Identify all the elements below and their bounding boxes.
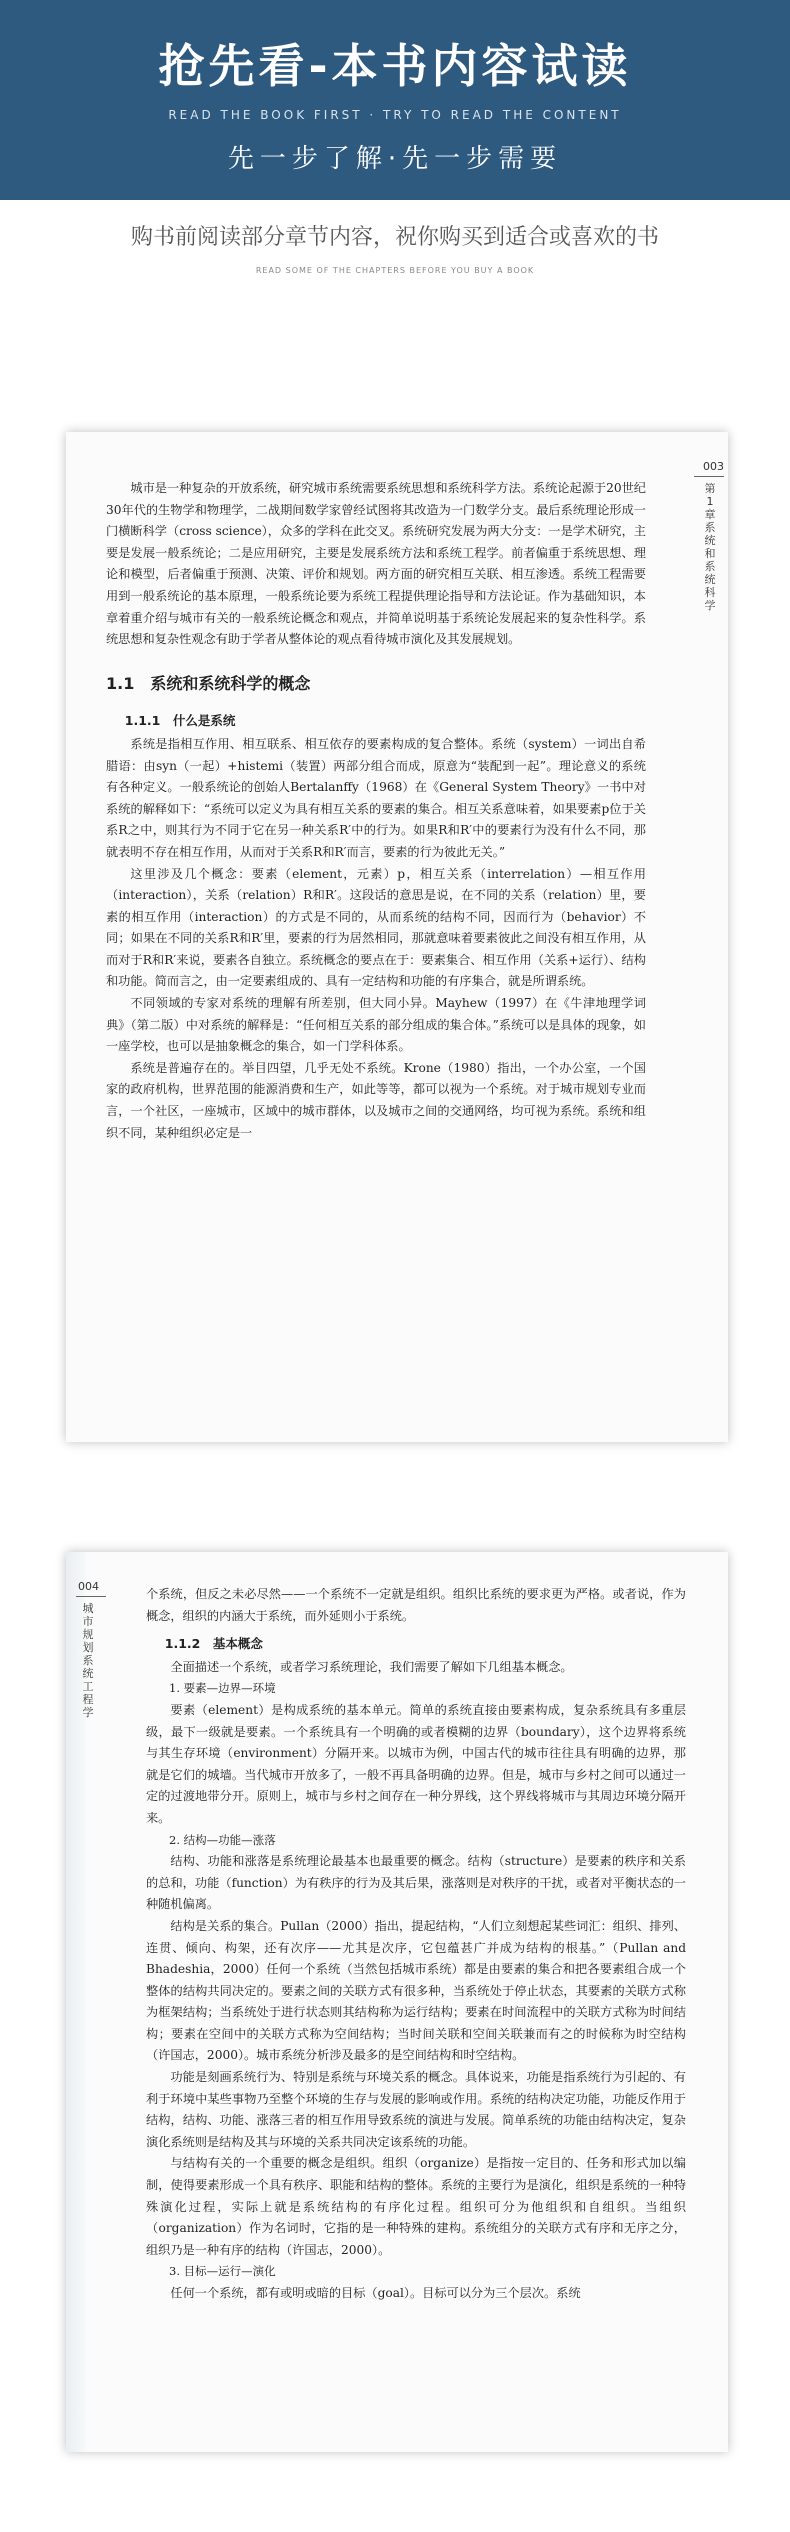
banner-title: 抢先看-本书内容试读 [158,39,632,93]
paragraph: 个系统，但反之未必尽然——一个系统不一定就是组织。组织比系统的要求更为严格。或者说，作为概念，组织的内涵大于系统，而外延则小于系统。 [146,1587,686,1623]
paragraph: 与结构有关的一个重要的概念是组织。组织（organize）是指按一定目的、任务和形式加以编制，使得要素形成一个具有秩序、职能和结构的整体。系统的主要行为是演化，组织是系统的一种特殊演化过程，实际上就是系统结构的有序化过程。组织可分为他组织和自组织。当组织（organization）作为名词时，它指的是一种特殊的建构。系统组分的关联方式有序和无序之分，组织乃是一种有序的结构（许国志，2000）。 [146,2156,686,2257]
paragraph: 不同领域的专家对系统的理解有所差别，但大同小异。Mayhew（1997）在《牛津地理学词典》（第二版）中对系统的解释是：“任何相互关系的部分组成的集合体。”系统可以是具体的现象，如一座学校，也可以是抽象概念的集合，如一门学科体系。 [106,996,646,1054]
banner-tagline: 先一步了解·先一步需要 [227,144,563,174]
banner-subtitle: READ THE BOOK FIRST · TRY TO READ THE CONTENT [168,108,622,122]
chapter-side-label: 城市规划系统工程学 [82,1602,94,1719]
paragraph: 结构、功能和涨落是系统理论最基本也最重要的概念。结构（structure）是要素的秩序和关系的总和，功能（function）为有秩序的行为及其后果，涨落则是对秩序的干扰，或者对平衡状态的一种随机偏离。 [146,1854,686,1912]
paragraph: 系统是普遍存在的。举目四望，几乎无处不系统。Krone（1980）指出，一个办公室，一个国家的政府机构，世界范围的能源消费和生产，如此等等，都可以视为一个系统。对于城市规划专业而言，一个社区，一座城市，区域中的城市群体，以及城市之间的交通网络，均可视为系统。系统和组织不同，某种组织必定是一 [106,1060,646,1140]
page-body [146,1584,686,2305]
page-number: 004 [78,1580,99,1593]
header-rule [76,1596,106,1597]
subsection-heading: 1.1.1 什么是系统 [124,713,236,729]
subsection-heading: 1.1.2 基本概念 [164,1636,263,1652]
header-rule [694,476,724,477]
paragraph: 城市是一种复杂的开放系统，研究城市系统需要系统思想和系统科学方法。系统论起源于20世纪30年代的生物学和物理学，二战期间数学家曾经试图将其改造为一门数学分支。最后系统理论形成一门横断科学（cross science），众多的学科在此交叉。系统研究发展为两大分支：一是学术研究，主要是发展一般系统论；二是应用研究，主要是发展系统方法和系统工程学。前者偏重于系统思想、理论和模型，后者偏重于预测、决策、评价和规划。两方面的研究相互关联、相互渗透。系统工程需要用到一般系统论的基本原理，一般系统论要为系统工程提供理论指导和方法论证。作为基础知识，本章着重介绍与城市有关的一般系统论概念和观点，并简单说明基于系统论发展起来的复杂性科学。系统思想和复杂性观念有助于学者从整体论的观点看待城市演化及其发展规划。 [106,481,646,647]
paragraph: 结构是关系的集合。Pullan（2000）指出，提起结构，“人们立刻想起某些词汇：组织、排列、连贯、倾向、构架，还有次序——尤其是次序，它包蕴甚广并成为结构的根基。”（Pullan and Bhadeshia，2000）任何一个系统（当然包括城市系统）都是由要素的集合和把各要素组合成一个整体的结构共同决定的。要素之间的关联方式有很多种，当系统处于停止状态，其要素的关联方式称为框架结构；当系统处于进行状态则其结构称为运行结构；要素在时间流程中的关联方式称为时间结构；要素在空间中的关联方式称为空间结构；当时间关联和空间关联兼而有之的时候称为时空结构（许国志，2000）。城市系统分析涉及最多的是空间结构和时空结构。 [146,1918,686,2063]
intro-text: 购书前阅读部分章节内容，祝你购买到适合或喜欢的书 [130,225,659,250]
item-heading: 2. 结构—功能—涨落 [169,1832,276,1847]
paragraph: 要素（element）是构成系统的基本单元。简单的系统直接由要素构成，复杂系统具有多重层级，最下一级就是要素。一个系统具有一个明确的或者模糊的边界（boundary），这个边界将系统与其生存环境（environment）分隔开来。以城市为例，中国古代的城市往往具有明确的边界，那就是它们的城墙。当代城市开放多了，一般不再具备明确的边界。但是，城市与乡村之间可以通过一定的过渡地带分开。原则上，城市与乡村之间存在一种分界线，这个界线将城市与其周边环境分隔开来。 [146,1702,686,1825]
paragraph: 任何一个系统，都有或明或暗的目标（goal）。目标可以分为三个层次。系统 [170,2286,581,2300]
chapter-side-label: 第1章 系统和系统科学 [704,482,716,612]
paragraph: 功能是刻画系统行为、特别是系统与环境关系的概念。具体说来，功能是指系统行为引起的、有利于环境中某些事物乃至整个环境的生存与发展的影响或作用。系统的结构决定功能，功能反作用于结构，结构、功能、涨落三者的相互作用导致系统的演进与发展。简单系统的功能由结构决定，复杂演化系统则是结构及其与环境的关系共同决定该系统的功能。 [146,2070,686,2149]
intro-text-en: READ SOME OF THE CHAPTERS BEFORE YOU BUY A BOOK [255,266,535,275]
section-heading: 1.1 系统和系统科学的概念 [106,673,311,693]
book-page-004 [66,1552,728,2452]
book-page-003 [66,432,728,1442]
paragraph: 系统是指相互作用、相互联系、相互依存的要素构成的复合整体。系统（system）一词出自希腊语：由syn（一起）+histemi（装置）两部分组合而成，原意为“装配到一起”。理论意义的系统有各种定义。一般系统论的创始人Bertalanffy（1968）在《General System Theory》一书中对系统的解释如下：“系统可以定义为具有相互关系的要素的集合。相互关系意味着，如果要素p位于关系R之中，则其行为不同于它在另一种关系R′中的行为。如果R和R′中的要素行为没有什么不同，那就表明不存在相互作用，从而对于关系R和R′而言，要素的行为彼此无关。” [106,736,646,859]
item-heading: 3. 目标—运行—演化 [169,2264,276,2279]
page-body [106,478,646,1144]
item-heading: 1. 要素—边界—环境 [169,1681,276,1696]
paragraph: 这里涉及几个概念：要素（element，元素）p，相互关系（interrelation）—相互作用（interaction），关系（relation）R和R′。这段话的意思是说，在不同的关系（relation）里，要素的相互作用（interaction）的方式是不同的，从而系统的结构不同，因而行为（behavior）不同；如果在不同的关系R和R′里，要素的行为居然相同，那就意味着要素彼此之间没有相互作用，从而对于R和R′来说，要素各自独立。系统概念的要点在于：要素集合、相互作用（关系+运行）、结构和功能。简而言之，由一定要素组成的、具有一定结构和功能的有序集合，就是所谓系统。 [106,866,646,989]
preview-banner [0,0,790,200]
paragraph: 全面描述一个系统，或者学习系统理论，我们需要了解如下几组基本概念。 [170,1659,573,1674]
page-number: 003 [703,460,724,473]
